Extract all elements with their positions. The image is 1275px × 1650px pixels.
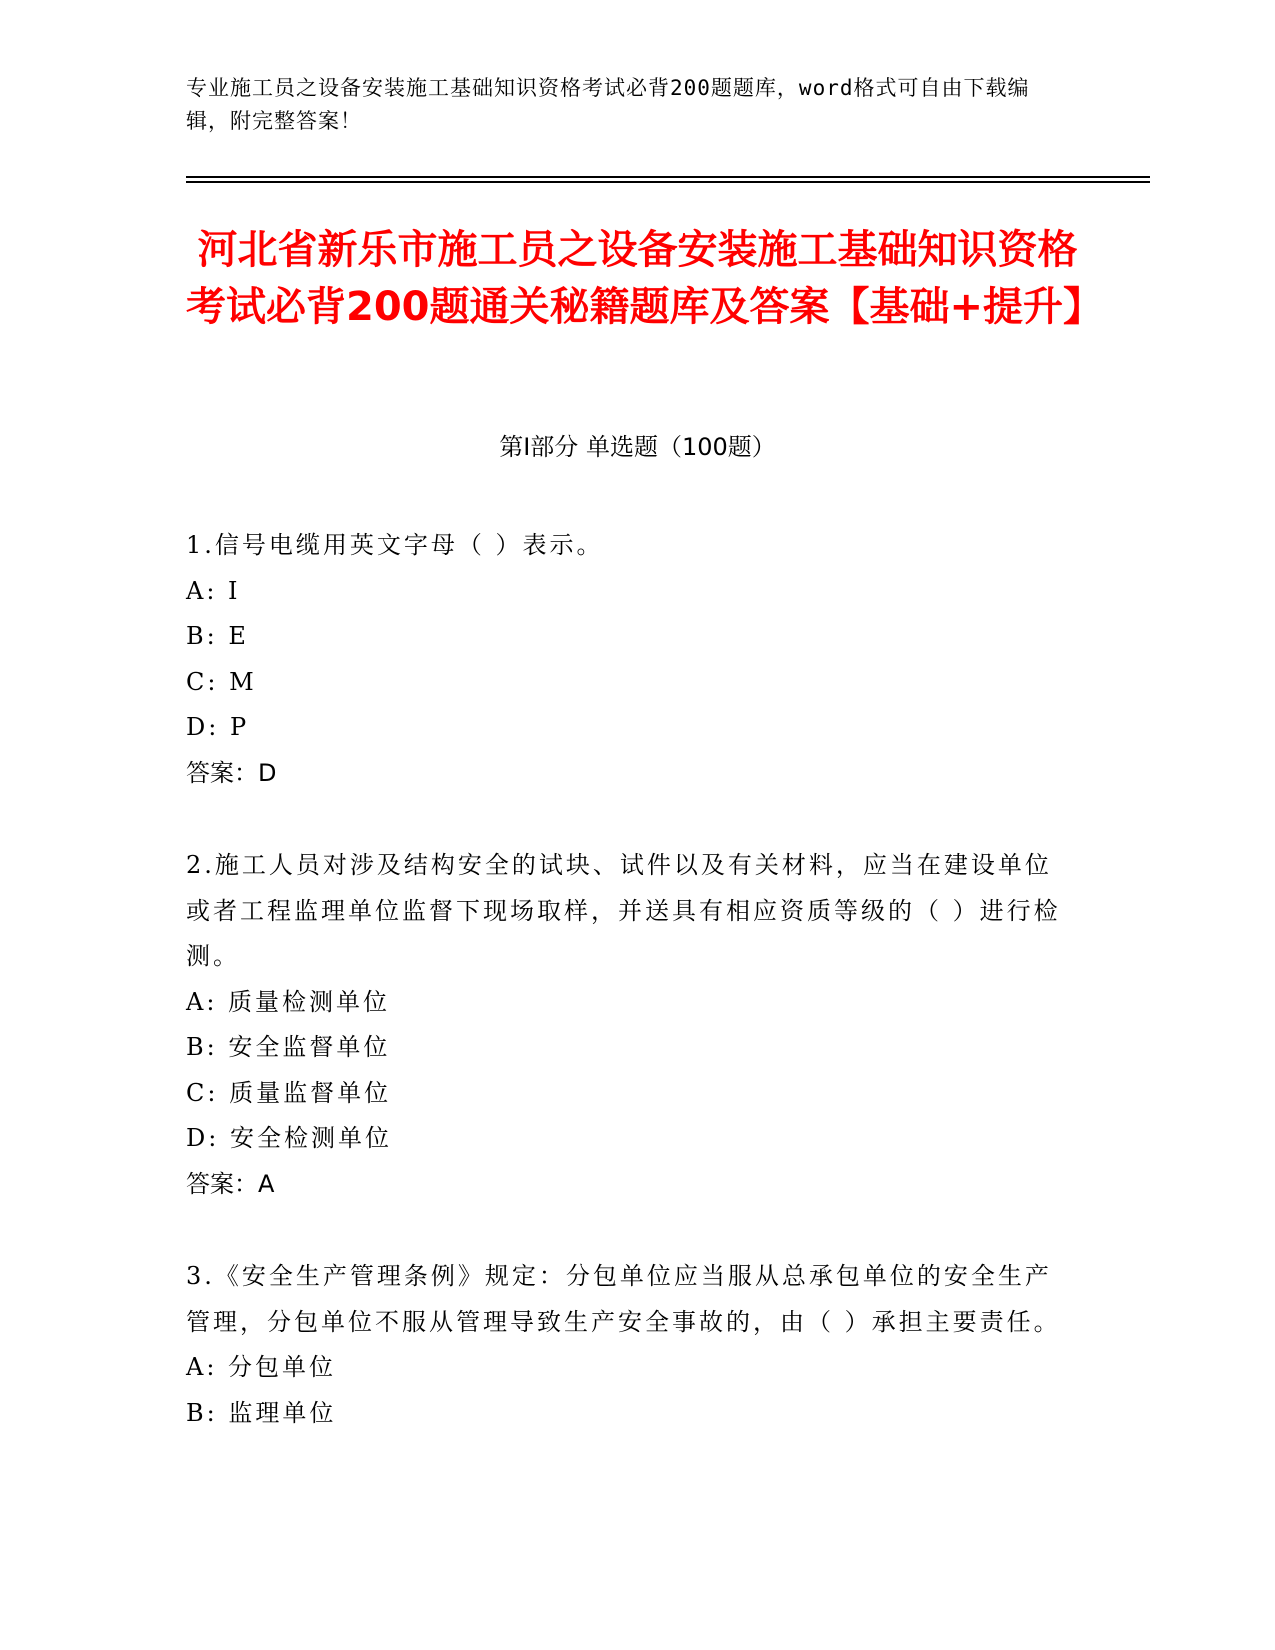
header-divider-bottom xyxy=(186,181,1150,183)
answer: 答案：A xyxy=(186,1169,275,1198)
question-2 xyxy=(186,843,1066,1207)
option-d: D: 安全检测单位 xyxy=(186,1124,392,1152)
option-c: C: M xyxy=(186,667,257,696)
question-text: 2.施工人员对涉及结构安全的试块、试件以及有关材料，应当在建设单位或者工程监理单位监督下现场取样，并送具有相应资质等级的（ ）进行检测。 xyxy=(186,851,1061,970)
question-text: 1.信号电缆用英文字母（ ）表示。 xyxy=(186,531,604,559)
header-note: 专业施工员之设备安装施工基础知识资格考试必背200题题库，word格式可自由下载编辑，附完整答案！ xyxy=(186,76,1030,133)
question-3 xyxy=(186,1254,1066,1436)
option-b: B: 监理单位 xyxy=(186,1398,337,1427)
answer: 答案：D xyxy=(186,758,277,787)
question-text: 3.《安全生产管理条例》规定：分包单位应当服从总承包单位的安全生产管理，分包单位不服从管理导致生产安全事故的，由（ ）承担主要责任。 xyxy=(186,1262,1061,1336)
option-b: B: 安全监督单位 xyxy=(186,1033,391,1061)
option-b: B: E xyxy=(186,622,249,650)
option-a: A: I xyxy=(186,576,241,605)
question-list xyxy=(186,523,1066,1483)
question-1 xyxy=(186,523,1066,796)
option-a: A: 分包单位 xyxy=(186,1353,337,1381)
header-divider-top xyxy=(186,176,1150,178)
option-d: D: P xyxy=(186,713,250,741)
option-a: A: 质量检测单位 xyxy=(186,987,391,1016)
document-title: 河北省新乐市施工员之设备安装施工基础知识资格考试必背200题通关秘籍题库及答案【基础+提升】 xyxy=(186,227,1104,330)
section-heading: 第Ⅰ部分 单选题（100题） xyxy=(499,433,776,461)
option-c: C: 质量监督单位 xyxy=(186,1078,392,1107)
